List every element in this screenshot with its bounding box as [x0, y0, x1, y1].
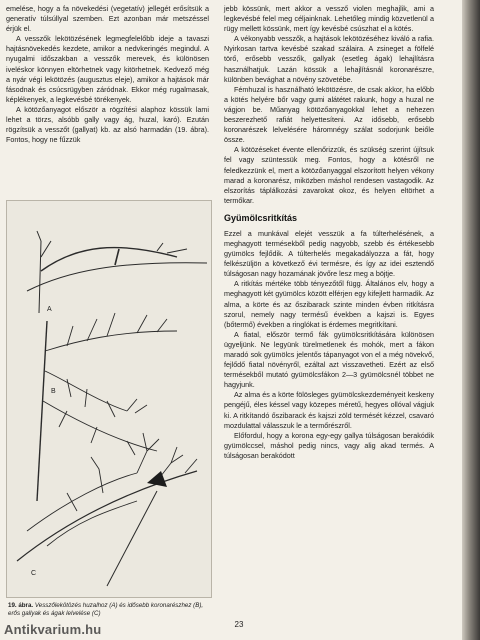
left-paragraph-1: emelése, hogy a fa növekedési (vegetatív) jellegét erősítsük a generatív túlsúllyal szemben. Ezt azonban már metszéssel érjük el.	[6, 4, 209, 34]
figure-19-illustration	[6, 200, 212, 598]
label-c: C	[31, 570, 37, 577]
left-column	[6, 4, 209, 145]
watermark: Antikvarium.hu	[4, 622, 102, 637]
page-number: 23	[234, 620, 244, 629]
left-paragraph-2: A vesszők lekötözésének legmegfelelőbb ideje a tavaszi hajtásnövekedés kezdete, amikor a nedvkeringés megindul. A nyugalmi időszakban a vesszők merevek, és különösen iveléskor könnyen eltörhetnek vagy kitörhetnek. Kedvező még a nyár végi lekötözés (augusztus eleje), amikor a hajtások már fásodnak és csúcsrügyben záródnak. Ekkor még rugalmasak, képlékenyek, a legkevésbé törékenyek.	[6, 34, 209, 104]
right-paragraph-4: A kötözéseket évente ellenőrizzük, és szükség szerint újítsuk fel vagy szüntessük meg. Fontos, hogy a kötésről ne feledkezzünk el, mert a kötözőanyaggal elszorított helyen vékony marad a koronarész, miközben máshol rendesen vastagodik. Az elszorítás táplálkozási zavarokat okoz, és helyen eltörhet a termőkar.	[224, 145, 434, 205]
label-a: A	[47, 306, 52, 313]
right-paragraph-6: A ritkítás mértéke több tényezőtől függ. Általános elv, hogy a meghagyott két gyümölcs között elférjen egy kifejlett harmadik. Az alma, a körte és az őszibarack szinte minden évben ritkításra szorul, nemely nagy termésű években a kajszi is. Egyes (bőtermő) években a ringlókat is érdemes megritkítani.	[224, 279, 434, 329]
figure-number: 19. ábra.	[8, 602, 34, 609]
right-paragraph-3: Fémhuzal is használható lekötözésre, de csak akkor, ha előbb a kötés helyére bőr vagy gumi alátétet rakunk, hogy a huzal ne vágjon be. Műanyag kötözőanyagokkal lehet a nehezen beszerezhető rafiát helyettesíteni. Az idősebb, erősebb koronarészek lelvelésére háromnégy szálat sodorjunk beiőle össze.	[224, 84, 434, 145]
right-paragraph-7: A fiatal, először termő fák gyümölcsritkítására különösen ügyeljünk. Ne legyünk türelmetlenek és mohók, mert a fákon maradó sok gyümölcs jelentős tápanyagot von el a még növekvő, fejlődő fiatal növényről, ezáltal azt visszavetheti. Ezért az első termésekből mutató gyümölcsfákon 2—3 gyümölcsnél többet ne hagyjunk.	[224, 329, 434, 390]
left-paragraph-3: A kötözőanyagot először a rögzítési alaphoz kössük lami lehet a törzs, alsóbb gally vagy ág, huzal, karó). Ezután rögzítsük a vesszőt (gallyat) kb. az alsó harmadán (19. ábra). Fontos, hogy ne fűzzük	[6, 104, 209, 145]
figure-caption-text: Vesszőlekötözés huzalhoz (A) és idősebb koronarészhez (B), erős gallyak és ágak lelvelése (C)	[8, 602, 204, 617]
figure-caption	[8, 602, 208, 618]
right-paragraph-9: Előfordul, hogy a korona egy-egy gallya túlságosan berakódik gyümölccsel, máshol pedig nincs, vagy alig akad termés. A túlságosan berakódott	[224, 430, 434, 460]
book-spine-shadow	[462, 0, 480, 640]
label-b: B	[51, 388, 56, 395]
right-column	[224, 4, 434, 461]
branch-tying-drawing	[7, 201, 213, 599]
right-paragraph-8: Az alma és a körte fölösleges gyümölcskezdeményeit keskeny pengéjű, éles késsel vagy közepes méretű, hegyes ollóval vágjuk ki. A ritkítandó őszibarack és kajszi zöld termését kézzel, csavaró mozdulattal válasszuk le a termőrészről.	[224, 390, 434, 430]
section-heading: Gyümölcsritkítás	[224, 212, 298, 223]
right-paragraph-2: A vékonyabb vesszők, a hajtások lekötözéséhez kiváló a rafia. Nyirkosan tartva kevésbé szakad szálaira. A zsineget a fölfelé törő, erősebb vesszők, gallyak (esetleg ágak) lehajlításra használhatjuk. Lazán kössük a lehajlításnál koronarészre, különben bevághat a növény szövetébe.	[224, 34, 434, 84]
right-paragraph-5: Ezzel a munkával elejét vesszük a fa túlterhelésének, a meghagyott termésekből pedig nagyobb, szebb és értékesebb gyümölcs fejlődik. A túlterhelés megakadályozza a fát, hogy felkészüljön a következő évi termésre, és így az idei esztendő túlságosan nagy hozamának jövőre lesz meg a böjtje.	[224, 228, 434, 279]
right-paragraph-1: jebb kössünk, mert akkor a vessző violen meghajlik, ami a legkevésbé felel meg céljainknak. Lehetőleg mindig közvetlenül a rügy mellett kössünk, mert így kevésbé csúszhat el a kötés.	[224, 4, 434, 34]
